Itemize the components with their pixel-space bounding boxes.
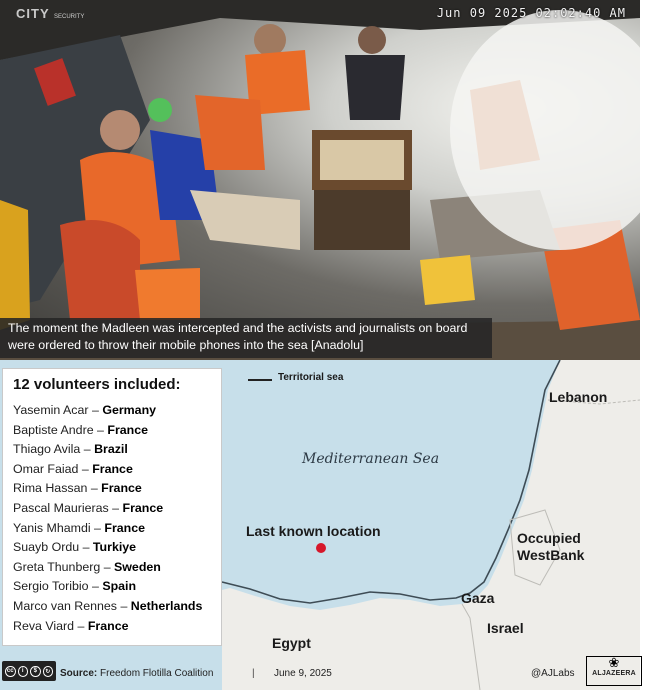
place-west-bank: Occupied WestBank: [517, 530, 585, 563]
volunteer-item: Omar Faiad – France: [13, 461, 133, 476]
aljazeera-emblem-icon: ❀: [608, 655, 620, 670]
photo-caption: The moment the Madleen was intercepted and the activists and journalists on board were ordered to throw their mobile phones into the sea [Anadolu]: [0, 318, 492, 358]
volunteer-item: Yasemin Acar – Germany: [13, 403, 157, 417]
place-gaza: Gaza: [461, 590, 495, 606]
volunteers-title: 12 volunteers included:: [13, 376, 181, 393]
volunteer-item: Yanis Mhamdi – France: [13, 520, 146, 535]
ajlabs-credit[interactable]: @AJLabs: [531, 668, 575, 679]
aljazeera-logo[interactable]: [586, 656, 642, 686]
footer: [0, 656, 650, 692]
volunteers-list: [13, 401, 221, 636]
volunteer-item: Suayb Ordu – Turkiye: [13, 540, 137, 555]
legend-line-swatch: [248, 379, 272, 381]
camera-timestamp: Jun 09 2025 02:02:40 AM: [436, 6, 626, 20]
footer-separator: |: [252, 668, 255, 679]
brand-name: ALJAZEERA: [592, 670, 636, 677]
volunteer-item: Reva Viard – France: [13, 618, 129, 633]
last-location-marker: [316, 543, 326, 553]
place-lebanon: Lebanon: [549, 389, 608, 405]
nc-icon: $: [30, 666, 41, 677]
volunteer-item: Greta Thunberg – Sweden: [13, 559, 161, 574]
legend-label: Territorial sea: [278, 372, 344, 383]
by-icon: i: [18, 666, 29, 677]
camera-watermark: CITY SECURITY: [16, 6, 85, 21]
place-egypt: Egypt: [272, 635, 311, 651]
creative-commons-badge[interactable]: [2, 661, 56, 681]
place-israel: Israel: [487, 620, 524, 636]
cc-icon: cc: [5, 666, 16, 677]
volunteers-panel: [2, 368, 222, 646]
last-location-label: Last known location: [246, 523, 381, 539]
volunteer-item: Baptiste Andre – France: [13, 422, 149, 437]
source-credit: Source: Freedom Flotilla Coalition: [60, 668, 214, 679]
volunteer-item: Sergio Toribio – Spain: [13, 579, 137, 594]
volunteer-item: Rima Hassan – France: [13, 481, 142, 496]
sea-label: Mediterranean Sea: [302, 451, 440, 467]
volunteer-item: Marco van Rennes – Netherlands: [13, 598, 203, 613]
volunteer-item: Thiago Avila – Brazil: [13, 442, 128, 457]
publish-date: June 9, 2025: [274, 668, 332, 679]
sa-icon: ↻: [43, 666, 54, 677]
volunteer-item: Pascal Maurieras – France: [13, 500, 164, 515]
